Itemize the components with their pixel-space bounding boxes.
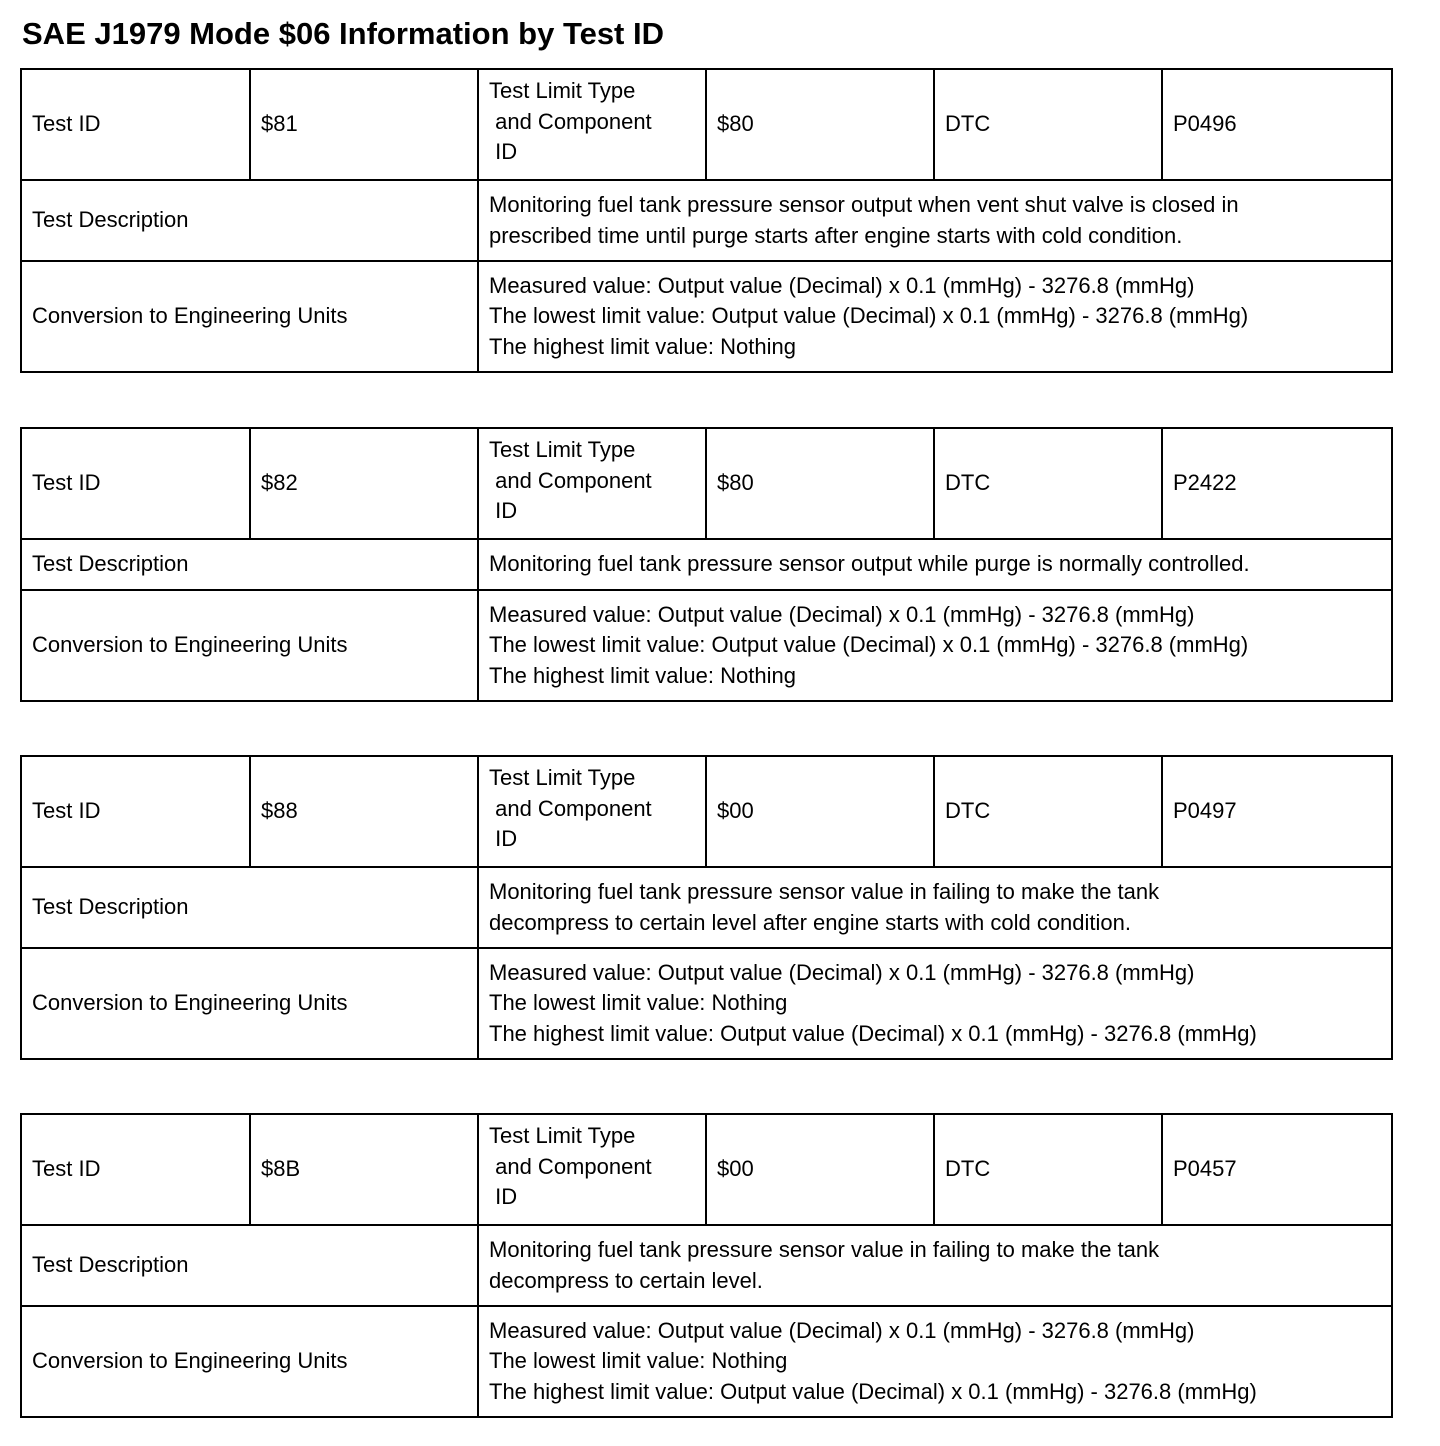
limit-type-label-line: ID	[489, 1184, 518, 1209]
dtc-value: P0457	[1162, 1114, 1392, 1225]
limit-type-value: $00	[706, 756, 934, 867]
description-row	[21, 180, 1392, 261]
conversion-line: The lowest limit value: Output value (Decimal) x 0.1 (mmHg) - 3276.8 (mmHg)	[489, 632, 1249, 658]
description-label: Test Description	[21, 1225, 478, 1306]
description-label: Test Description	[21, 180, 478, 261]
conversion-row	[21, 1306, 1392, 1417]
limit-type-label-line: ID	[489, 826, 518, 851]
conversion-label: Conversion to Engineering Units	[21, 590, 478, 701]
test-table-88	[20, 755, 1393, 1060]
description-row	[21, 867, 1392, 948]
description-line: Monitoring fuel tank pressure sensor value in failing to make the tank	[489, 879, 1160, 904]
test-id-value: $81	[250, 69, 478, 180]
limit-type-label-line: ID	[489, 498, 518, 523]
header-row	[21, 428, 1392, 539]
conversion-line: The highest limit value: Output value (Decimal) x 0.1 (mmHg) - 3276.8 (mmHg)	[489, 1378, 1257, 1404]
header-row	[21, 69, 1392, 180]
limit-type-label	[478, 428, 706, 539]
conversion-line: The lowest limit value: Output value (Decimal) x 0.1 (mmHg) - 3276.8 (mmHg)	[489, 303, 1249, 329]
conversion-value	[478, 1306, 1392, 1417]
conversion-label: Conversion to Engineering Units	[21, 1306, 478, 1417]
description-row	[21, 539, 1392, 590]
limit-type-label-line: ID	[489, 139, 518, 164]
description-row	[21, 1225, 1392, 1306]
page-title: SAE J1979 Mode $06 Information by Test ID	[22, 16, 664, 51]
limit-type-label-line: and Component	[489, 108, 652, 134]
description-value	[478, 539, 1392, 590]
test-table-8b	[20, 1113, 1393, 1418]
description-label: Test Description	[21, 539, 478, 590]
dtc-value: P2422	[1162, 428, 1392, 539]
conversion-line: Measured value: Output value (Decimal) x 0.1 (mmHg) - 3276.8 (mmHg)	[489, 601, 1195, 627]
dtc-label: DTC	[934, 69, 1162, 180]
conversion-row	[21, 261, 1392, 372]
conversion-row	[21, 590, 1392, 701]
header-row	[21, 1114, 1392, 1225]
test-id-value: $88	[250, 756, 478, 867]
dtc-value: P0497	[1162, 756, 1392, 867]
limit-type-label-line: Test Limit Type	[489, 1123, 636, 1148]
description-value	[478, 180, 1392, 261]
limit-type-value: $00	[706, 1114, 934, 1225]
limit-type-label	[478, 69, 706, 180]
description-line: decompress to certain level.	[489, 1267, 763, 1293]
conversion-line: Measured value: Output value (Decimal) x 0.1 (mmHg) - 3276.8 (mmHg)	[489, 959, 1195, 985]
description-value	[478, 1225, 1392, 1306]
test-id-value: $82	[250, 428, 478, 539]
test-id-label: Test ID	[21, 756, 250, 867]
test-table-82	[20, 427, 1393, 702]
dtc-label: DTC	[934, 756, 1162, 867]
conversion-line: The highest limit value: Nothing	[489, 662, 796, 688]
conversion-row	[21, 948, 1392, 1059]
conversion-line: The lowest limit value: Nothing	[489, 1348, 788, 1374]
test-id-value: $8B	[250, 1114, 478, 1225]
limit-type-label-line: Test Limit Type	[489, 78, 636, 103]
conversion-line: The lowest limit value: Nothing	[489, 990, 788, 1016]
description-line: decompress to certain level after engine starts with cold condition.	[489, 909, 1131, 935]
limit-type-value: $80	[706, 428, 934, 539]
description-line: Monitoring fuel tank pressure sensor output while purge is normally controlled.	[489, 551, 1250, 577]
test-id-label: Test ID	[21, 69, 250, 180]
conversion-line: Measured value: Output value (Decimal) x 0.1 (mmHg) - 3276.8 (mmHg)	[489, 272, 1195, 298]
limit-type-label-line: Test Limit Type	[489, 437, 636, 462]
limit-type-label-line: and Component	[489, 467, 652, 493]
description-label: Test Description	[21, 867, 478, 948]
test-id-label: Test ID	[21, 428, 250, 539]
description-line: Monitoring fuel tank pressure sensor value in failing to make the tank	[489, 1237, 1160, 1262]
conversion-line: The highest limit value: Output value (Decimal) x 0.1 (mmHg) - 3276.8 (mmHg)	[489, 1020, 1257, 1046]
limit-type-value: $80	[706, 69, 934, 180]
description-line: Monitoring fuel tank pressure sensor output when vent shut valve is closed in	[489, 192, 1239, 217]
conversion-value	[478, 590, 1392, 701]
conversion-line: Measured value: Output value (Decimal) x 0.1 (mmHg) - 3276.8 (mmHg)	[489, 1317, 1195, 1343]
limit-type-label-line: and Component	[489, 795, 652, 821]
description-line: prescribed time until purge starts after engine starts with cold condition.	[489, 222, 1183, 248]
test-id-label: Test ID	[21, 1114, 250, 1225]
description-value	[478, 867, 1392, 948]
limit-type-label-line: and Component	[489, 1153, 652, 1179]
limit-type-label	[478, 756, 706, 867]
limit-type-label	[478, 1114, 706, 1225]
header-row	[21, 756, 1392, 867]
dtc-label: DTC	[934, 428, 1162, 539]
conversion-value	[478, 261, 1392, 372]
conversion-line: The highest limit value: Nothing	[489, 333, 796, 359]
dtc-label: DTC	[934, 1114, 1162, 1225]
conversion-label: Conversion to Engineering Units	[21, 948, 478, 1059]
test-table-81	[20, 68, 1393, 373]
conversion-label: Conversion to Engineering Units	[21, 261, 478, 372]
limit-type-label-line: Test Limit Type	[489, 765, 636, 790]
conversion-value	[478, 948, 1392, 1059]
dtc-value: P0496	[1162, 69, 1392, 180]
